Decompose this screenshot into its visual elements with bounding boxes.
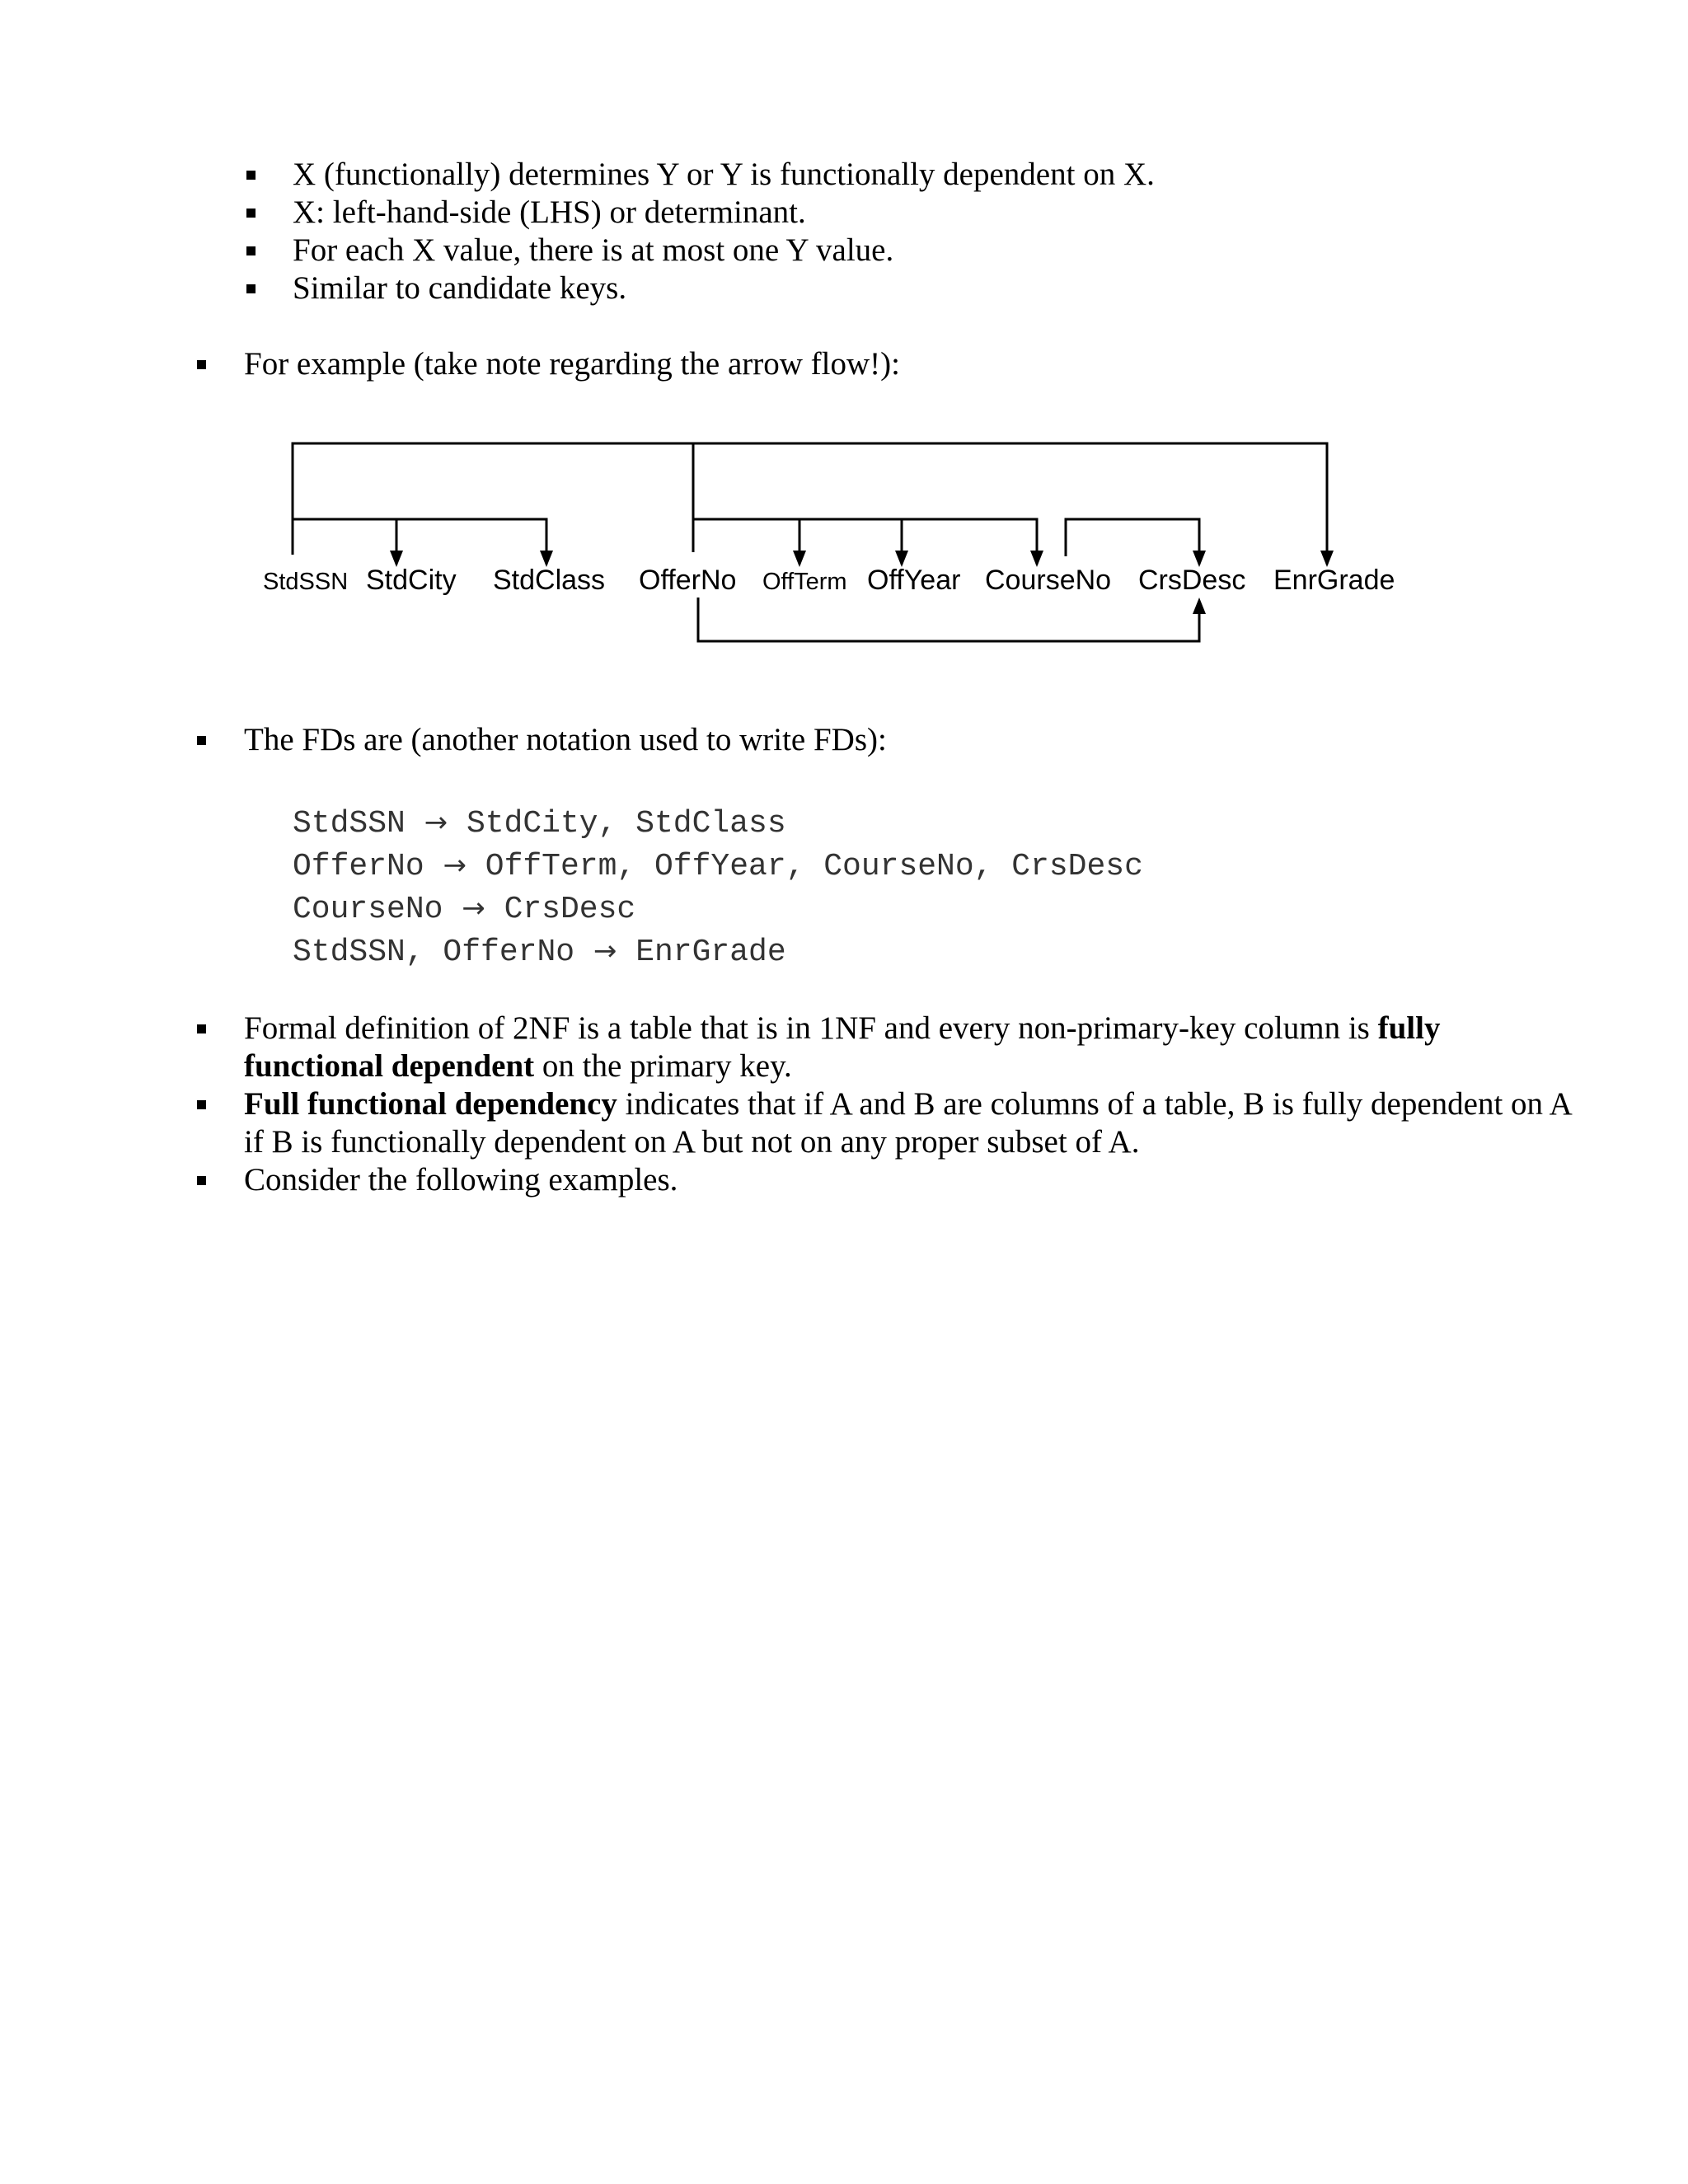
bullet-marker: [246, 284, 256, 293]
attr-offterm: OffTerm: [762, 569, 847, 595]
fd-line: [293, 849, 1143, 884]
attr-enrgrade: EnrGrade: [1273, 565, 1395, 596]
consider-examples: Consider the following examples.: [244, 1162, 678, 1197]
fd-lhs: StdSSN: [293, 806, 406, 841]
arrowhead-offterm: [793, 551, 806, 567]
definition-text-end: on the primary key.: [534, 1048, 792, 1084]
attr-stdssn: StdSSN: [263, 569, 349, 595]
fd-arrow: →: [424, 806, 448, 839]
edge-offerno-to-courseno: [693, 519, 1037, 565]
full-fd-definition: [244, 1085, 1579, 1161]
sub-bullet-candidate-keys: Similar to candidate keys.: [293, 270, 627, 306]
sub-bullet-fd-definition: X (functionally) determines Y or Y is functionally dependent on X.: [293, 157, 1155, 192]
edge-courseno-to-crsdesc: [1066, 519, 1199, 565]
formal-definition-2nf: [244, 1010, 1579, 1085]
fd-arrow: →: [593, 935, 617, 968]
fd-rhs: CrsDesc: [504, 892, 636, 927]
edge-stdssn-to-stdclass: [293, 519, 546, 565]
fd-lhs: OfferNo: [293, 849, 424, 884]
dependency-lines: [293, 443, 1327, 641]
bullet-marker: [197, 1100, 206, 1109]
example-intro: For example (take note regarding the arrow flow!):: [244, 346, 900, 382]
fd-arrow: →: [462, 892, 485, 925]
attribute-labels: [263, 565, 1395, 596]
bullet-marker: [197, 1024, 206, 1033]
bullet-marker: [197, 360, 206, 369]
definition-text: Formal definition of 2NF is a table that is in 1NF and every non-primary-key column is: [244, 1010, 1378, 1046]
attr-offyear: OffYear: [867, 565, 961, 596]
sub-bullet-lhs: X: left-hand-side (LHS) or determinant.: [293, 194, 806, 230]
bullet-marker: [197, 736, 206, 745]
fd-rhs: OffTerm, OffYear, CourseNo, CrsDesc: [485, 849, 1143, 884]
full-fd-bold-term: Full functional dependency: [244, 1086, 617, 1122]
arrowhead-crsdesc-bottom: [1193, 598, 1206, 614]
fd-line: [293, 892, 635, 927]
fd-line: [293, 806, 786, 841]
sub-bullet-one-value: For each X value, there is at most one Y value.: [293, 232, 894, 268]
fd-rhs: StdCity, StdClass: [466, 806, 786, 841]
fd-lhs: StdSSN, OfferNo: [293, 935, 575, 970]
fd-arrow: →: [443, 849, 467, 882]
bullet-marker: [246, 246, 256, 255]
attr-stdclass: StdClass: [493, 565, 606, 596]
edge-composite-to-enrgrade: [293, 443, 1327, 565]
fd-diagram: [247, 429, 1451, 676]
fd-lhs: CourseNo: [293, 892, 443, 927]
bullet-marker: [246, 171, 256, 180]
definition-bold-term: fully functional dependent: [244, 1010, 1441, 1084]
bullet-marker: [246, 209, 256, 218]
edge-offerno-to-crsdesc: [698, 598, 1199, 641]
bullet-marker: [197, 1176, 206, 1185]
full-fd-text: indicates that if A and B are columns of a table, B is fully dependent on A if B is functionally dependent on A but not on any proper subset of A.: [244, 1086, 1571, 1160]
attr-crsdesc: CrsDesc: [1138, 565, 1246, 596]
attr-offerno: OfferNo: [639, 565, 737, 596]
fd-line: [293, 935, 786, 970]
fds-intro: The FDs are (another notation used to write FDs):: [244, 722, 887, 757]
attr-courseno: CourseNo: [985, 565, 1112, 596]
attr-stdcity: StdCity: [366, 565, 457, 596]
fd-rhs: EnrGrade: [635, 935, 786, 970]
